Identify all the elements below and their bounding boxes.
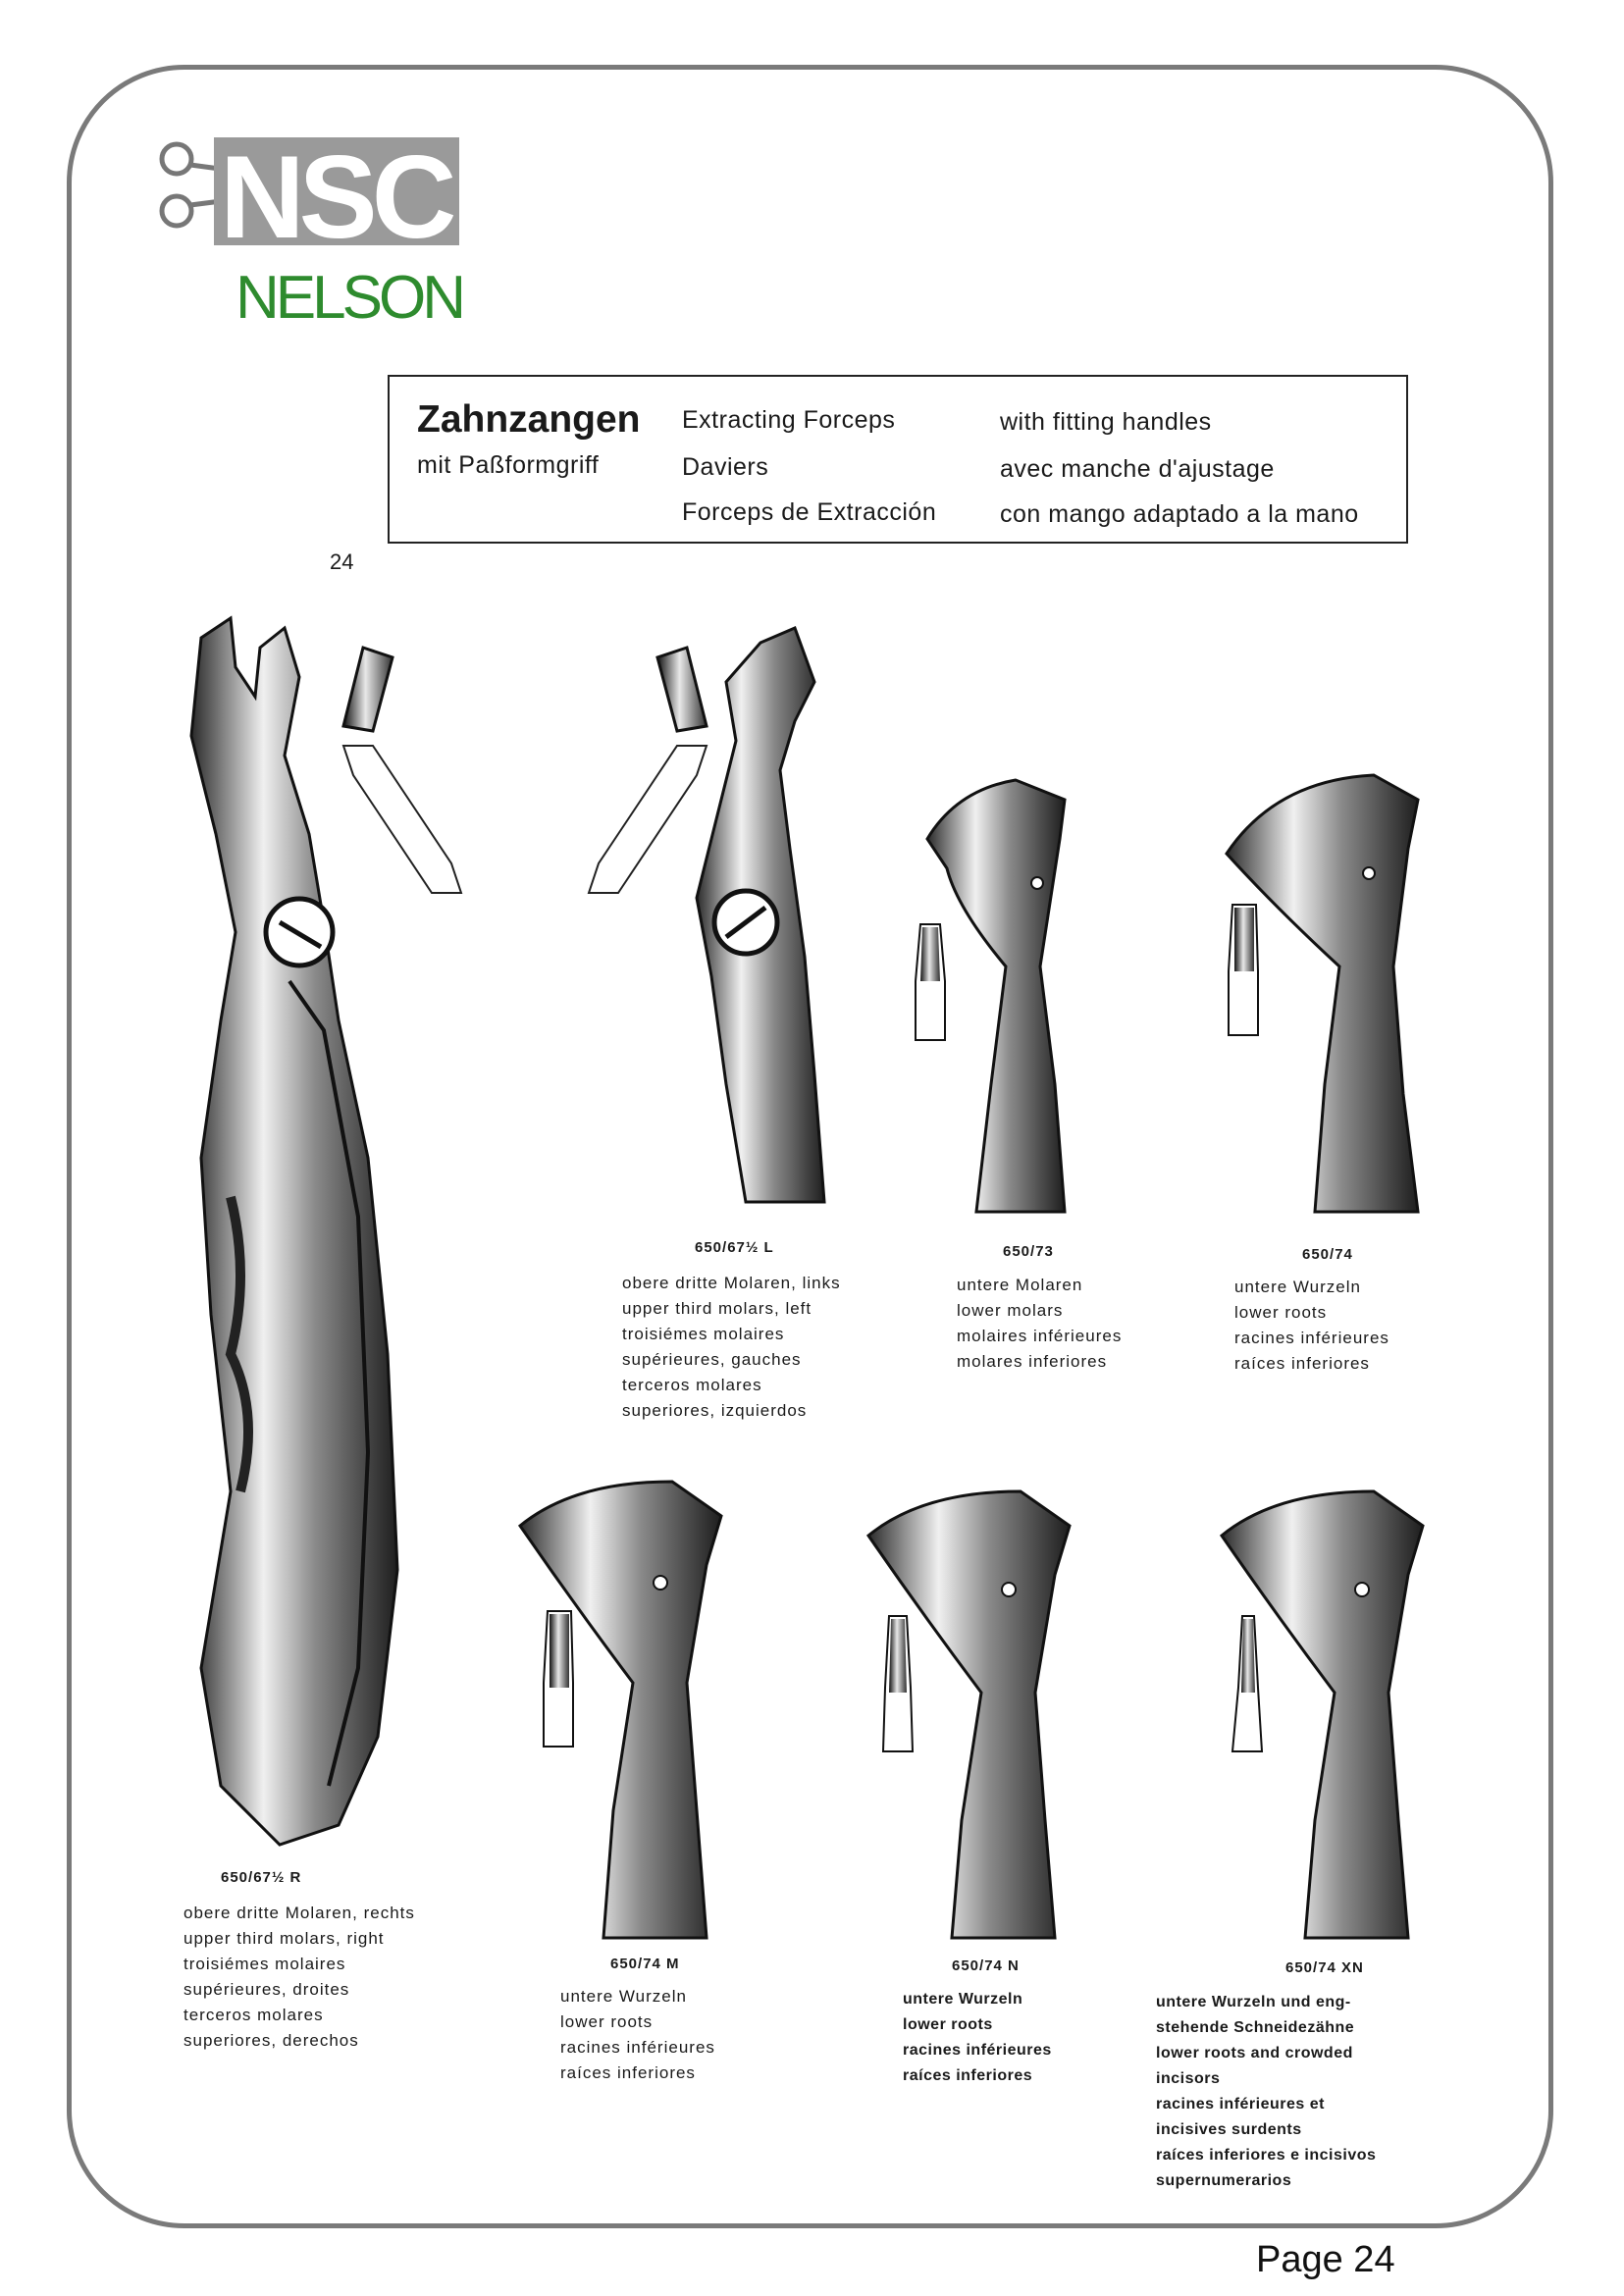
product-code: 650/74 N bbox=[952, 1957, 1020, 1974]
title-es: Forceps de Extracción bbox=[682, 498, 937, 526]
product-description bbox=[957, 1273, 1122, 1375]
desc-line: upper third molars, right bbox=[183, 1929, 385, 1948]
product-description bbox=[560, 1984, 715, 2086]
desc-line: obere dritte Molaren, links bbox=[622, 1274, 841, 1292]
desc-line: superiores, derechos bbox=[183, 2031, 359, 2050]
handles-es: con mango adaptado a la mano bbox=[1000, 500, 1359, 528]
product-code: 650/67½ R bbox=[221, 1869, 302, 1886]
scissors-logo-icon bbox=[155, 128, 479, 255]
desc-line: terceros molares bbox=[622, 1376, 762, 1394]
forceps-650-67-l-image bbox=[667, 623, 854, 1212]
product-description bbox=[183, 1901, 415, 2054]
desc-line: raíces inferiores bbox=[560, 2063, 696, 2082]
product-code: 650/73 bbox=[1003, 1243, 1054, 1260]
beak-detail-650-74-n-image bbox=[879, 1614, 918, 1756]
desc-line: lower molars bbox=[957, 1301, 1064, 1320]
desc-line: lower roots bbox=[560, 2012, 654, 2031]
desc-line: racines inférieures bbox=[560, 2038, 715, 2057]
sub-title: mit Paßformgriff bbox=[417, 451, 600, 479]
beak-detail-650-74-image bbox=[1225, 903, 1264, 1040]
desc-line: incisives surdents bbox=[1156, 2121, 1302, 2138]
desc-line: molaires inférieures bbox=[957, 1327, 1123, 1345]
product-description bbox=[903, 1987, 1052, 2089]
beak-detail-650-73-image bbox=[911, 922, 950, 1045]
product-description bbox=[1156, 1990, 1376, 2194]
desc-line: incisors bbox=[1156, 2070, 1221, 2087]
desc-line: raíces inferiores e incisivos bbox=[1156, 2147, 1377, 2164]
desc-line: racines inférieures bbox=[903, 2042, 1052, 2059]
main-title: Zahnzangen bbox=[417, 398, 641, 441]
handles-en: with fitting handles bbox=[1000, 408, 1212, 436]
brand-name: NELSON bbox=[236, 264, 462, 332]
desc-line: untere Wurzeln und eng- bbox=[1156, 1994, 1351, 2010]
desc-line: lower roots bbox=[903, 2016, 993, 2033]
desc-line: supérieures, gauches bbox=[622, 1350, 802, 1369]
desc-line: upper third molars, left bbox=[622, 1299, 812, 1318]
desc-line: racines inférieures et bbox=[1156, 2096, 1325, 2113]
desc-line: raíces inferiores bbox=[1234, 1354, 1370, 1373]
nelson-logo bbox=[155, 128, 479, 334]
desc-line: untere Molaren bbox=[957, 1276, 1083, 1294]
desc-line: supernumerarios bbox=[1156, 2172, 1292, 2189]
desc-line: troisiémes molaires bbox=[622, 1325, 785, 1343]
desc-line: untere Wurzeln bbox=[1234, 1278, 1361, 1296]
desc-line: lower roots and crowded bbox=[1156, 2045, 1353, 2061]
svg-text:NSC: NSC bbox=[220, 131, 451, 255]
page-label: Page 24 bbox=[1256, 2239, 1395, 2280]
desc-line: raíces inferiores bbox=[903, 2067, 1033, 2084]
title-box bbox=[388, 375, 1408, 544]
desc-line: untere Wurzeln bbox=[560, 1987, 687, 2006]
desc-line: terceros molares bbox=[183, 2006, 324, 2024]
beak-detail-r-image bbox=[334, 638, 515, 898]
desc-line: racines inférieures bbox=[1234, 1329, 1389, 1347]
desc-line: untere Wurzeln bbox=[903, 1991, 1023, 2008]
product-code: 650/74 M bbox=[610, 1956, 680, 1972]
handles-fr: avec manche d'ajustage bbox=[1000, 455, 1275, 483]
desc-line: superiores, izquierdos bbox=[622, 1401, 808, 1420]
desc-line: obere dritte Molaren, rechts bbox=[183, 1904, 415, 1922]
product-description bbox=[622, 1271, 841, 1424]
beak-detail-650-74-m-image bbox=[540, 1609, 579, 1751]
product-code: 650/74 bbox=[1302, 1246, 1353, 1263]
title-fr: Daviers bbox=[682, 453, 769, 481]
beak-detail-650-74-xn-image bbox=[1229, 1614, 1268, 1756]
product-code: 650/74 XN bbox=[1285, 1959, 1364, 1976]
product-description bbox=[1234, 1275, 1389, 1377]
title-en: Extracting Forceps bbox=[682, 406, 896, 434]
product-code: 650/67½ L bbox=[695, 1239, 774, 1256]
desc-line: stehende Schneidezähne bbox=[1156, 2019, 1355, 2036]
desc-line: supérieures, droites bbox=[183, 1980, 350, 1999]
desc-line: molares inferiores bbox=[957, 1352, 1108, 1371]
catalog-page-number: 24 bbox=[330, 549, 354, 574]
desc-line: lower roots bbox=[1234, 1303, 1328, 1322]
desc-line: troisiémes molaires bbox=[183, 1955, 346, 1973]
